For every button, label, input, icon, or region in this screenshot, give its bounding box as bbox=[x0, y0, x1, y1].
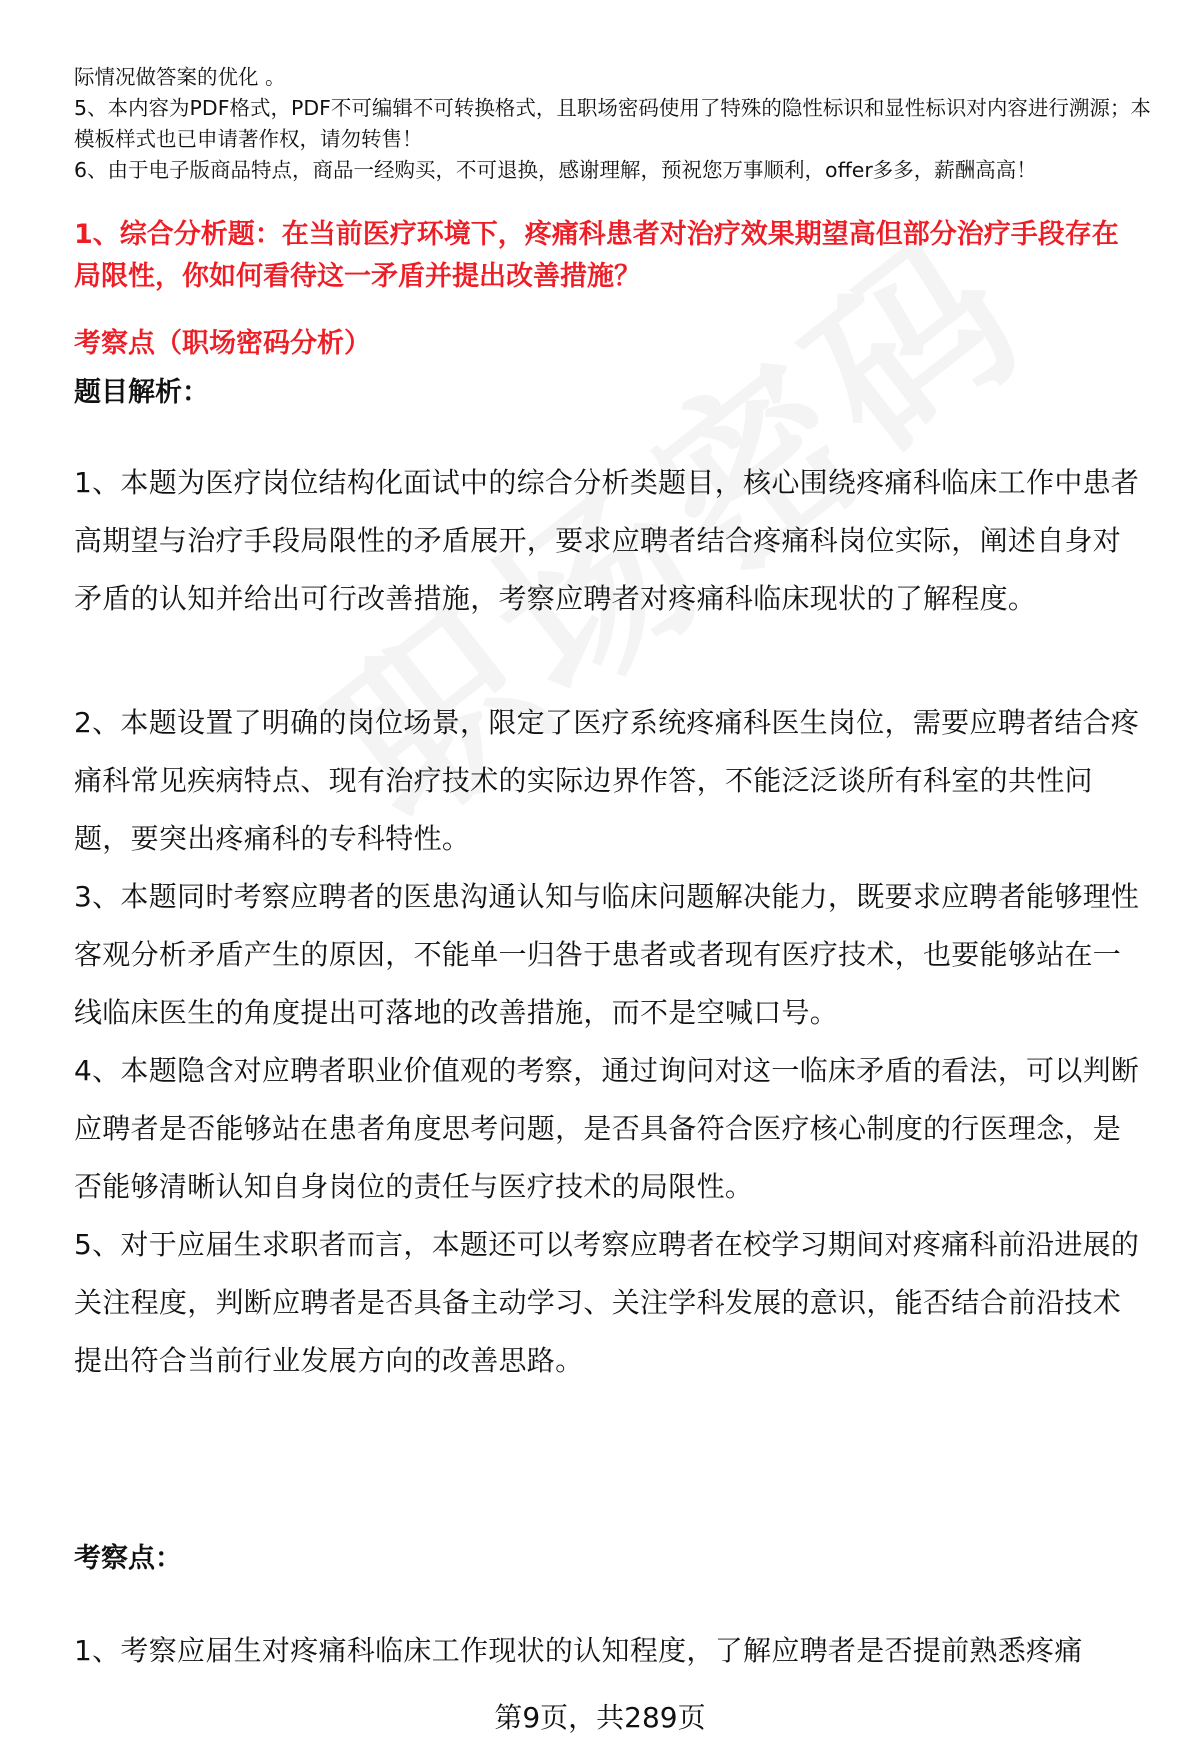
points-analysis-heading: 考察点（职场密码分析） bbox=[74, 328, 371, 359]
note-line: 5、本内容为PDF格式，PDF不可编辑不可转换格式，且职场密码使用了特殊的隐性标识和显性标识对内容进行溯源；本模板样式也已申请著作权，请勿转售！ bbox=[74, 96, 1151, 151]
analysis-paragraph: 3、本题同时考察应聘者的医患沟通认知与临床问题解决能力，既要求应聘者能够理性客观分析矛盾产生的原因，不能单一归咎于患者或者现有医疗技术，也要能够站在一线临床医生的角度提出可落地的改善措施，而不是空喊口号。 bbox=[74, 880, 1140, 1029]
analysis-paragraph: 4、本题隐含对应聘者职业价值观的考察，通过询问对这一临床矛盾的看法，可以判断应聘者是否能够站在患者角度思考问题，是否具备符合医疗核心制度的行医理念，是否能够清晰认知自身岗位的责任与医疗技术的局限性。 bbox=[74, 1054, 1140, 1203]
analysis-heading: 题目解析： bbox=[74, 377, 209, 408]
points-heading: 考察点： bbox=[74, 1543, 182, 1574]
analysis-paragraph: 1、本题为医疗岗位结构化面试中的综合分析类题目，核心围绕疼痛科临床工作中患者高期望与治疗手段局限性的矛盾展开，要求应聘者结合疼痛科岗位实际，阐述自身对矛盾的认知并给出可行改善措施，考察应聘者对疼痛科临床现状的了解程度。 bbox=[74, 466, 1140, 615]
points-paragraph: 1、考察应届生对疼痛科临床工作现状的认知程度，了解应聘者是否提前熟悉疼痛 bbox=[74, 1634, 1083, 1667]
notes-block bbox=[74, 62, 1154, 186]
analysis-paragraph: 2、本题设置了明确的岗位场景，限定了医疗系统疼痛科医生岗位，需要应聘者结合疼痛科常见疾病特点、现有治疗技术的实际边界作答，不能泛泛谈所有科室的共性问题，要突出疼痛科的专科特性。 bbox=[74, 706, 1140, 855]
note-line: 际情况做答案的优化 。 bbox=[74, 65, 286, 89]
note-line: 6、由于电子版商品特点，商品一经购买，不可退换，感谢理解，预祝您万事顺利，offer多多，薪酬高高！ bbox=[74, 158, 1037, 182]
analysis-paragraph: 5、对于应届生求职者而言，本题还可以考察应聘者在校学习期间对疼痛科前沿进展的关注程度，判断应聘者是否具备主动学习、关注学科发展的意识，能否结合前沿技术提出符合当前行业发展方向的改善思路。 bbox=[74, 1228, 1140, 1377]
page-number: 第9页，共289页 bbox=[494, 1701, 706, 1734]
question-title: 1、综合分析题：在当前医疗环境下，疼痛科患者对治疗效果期望高但部分治疗手段存在局限性，你如何看待这一矛盾并提出改善措施？ bbox=[74, 219, 1119, 292]
